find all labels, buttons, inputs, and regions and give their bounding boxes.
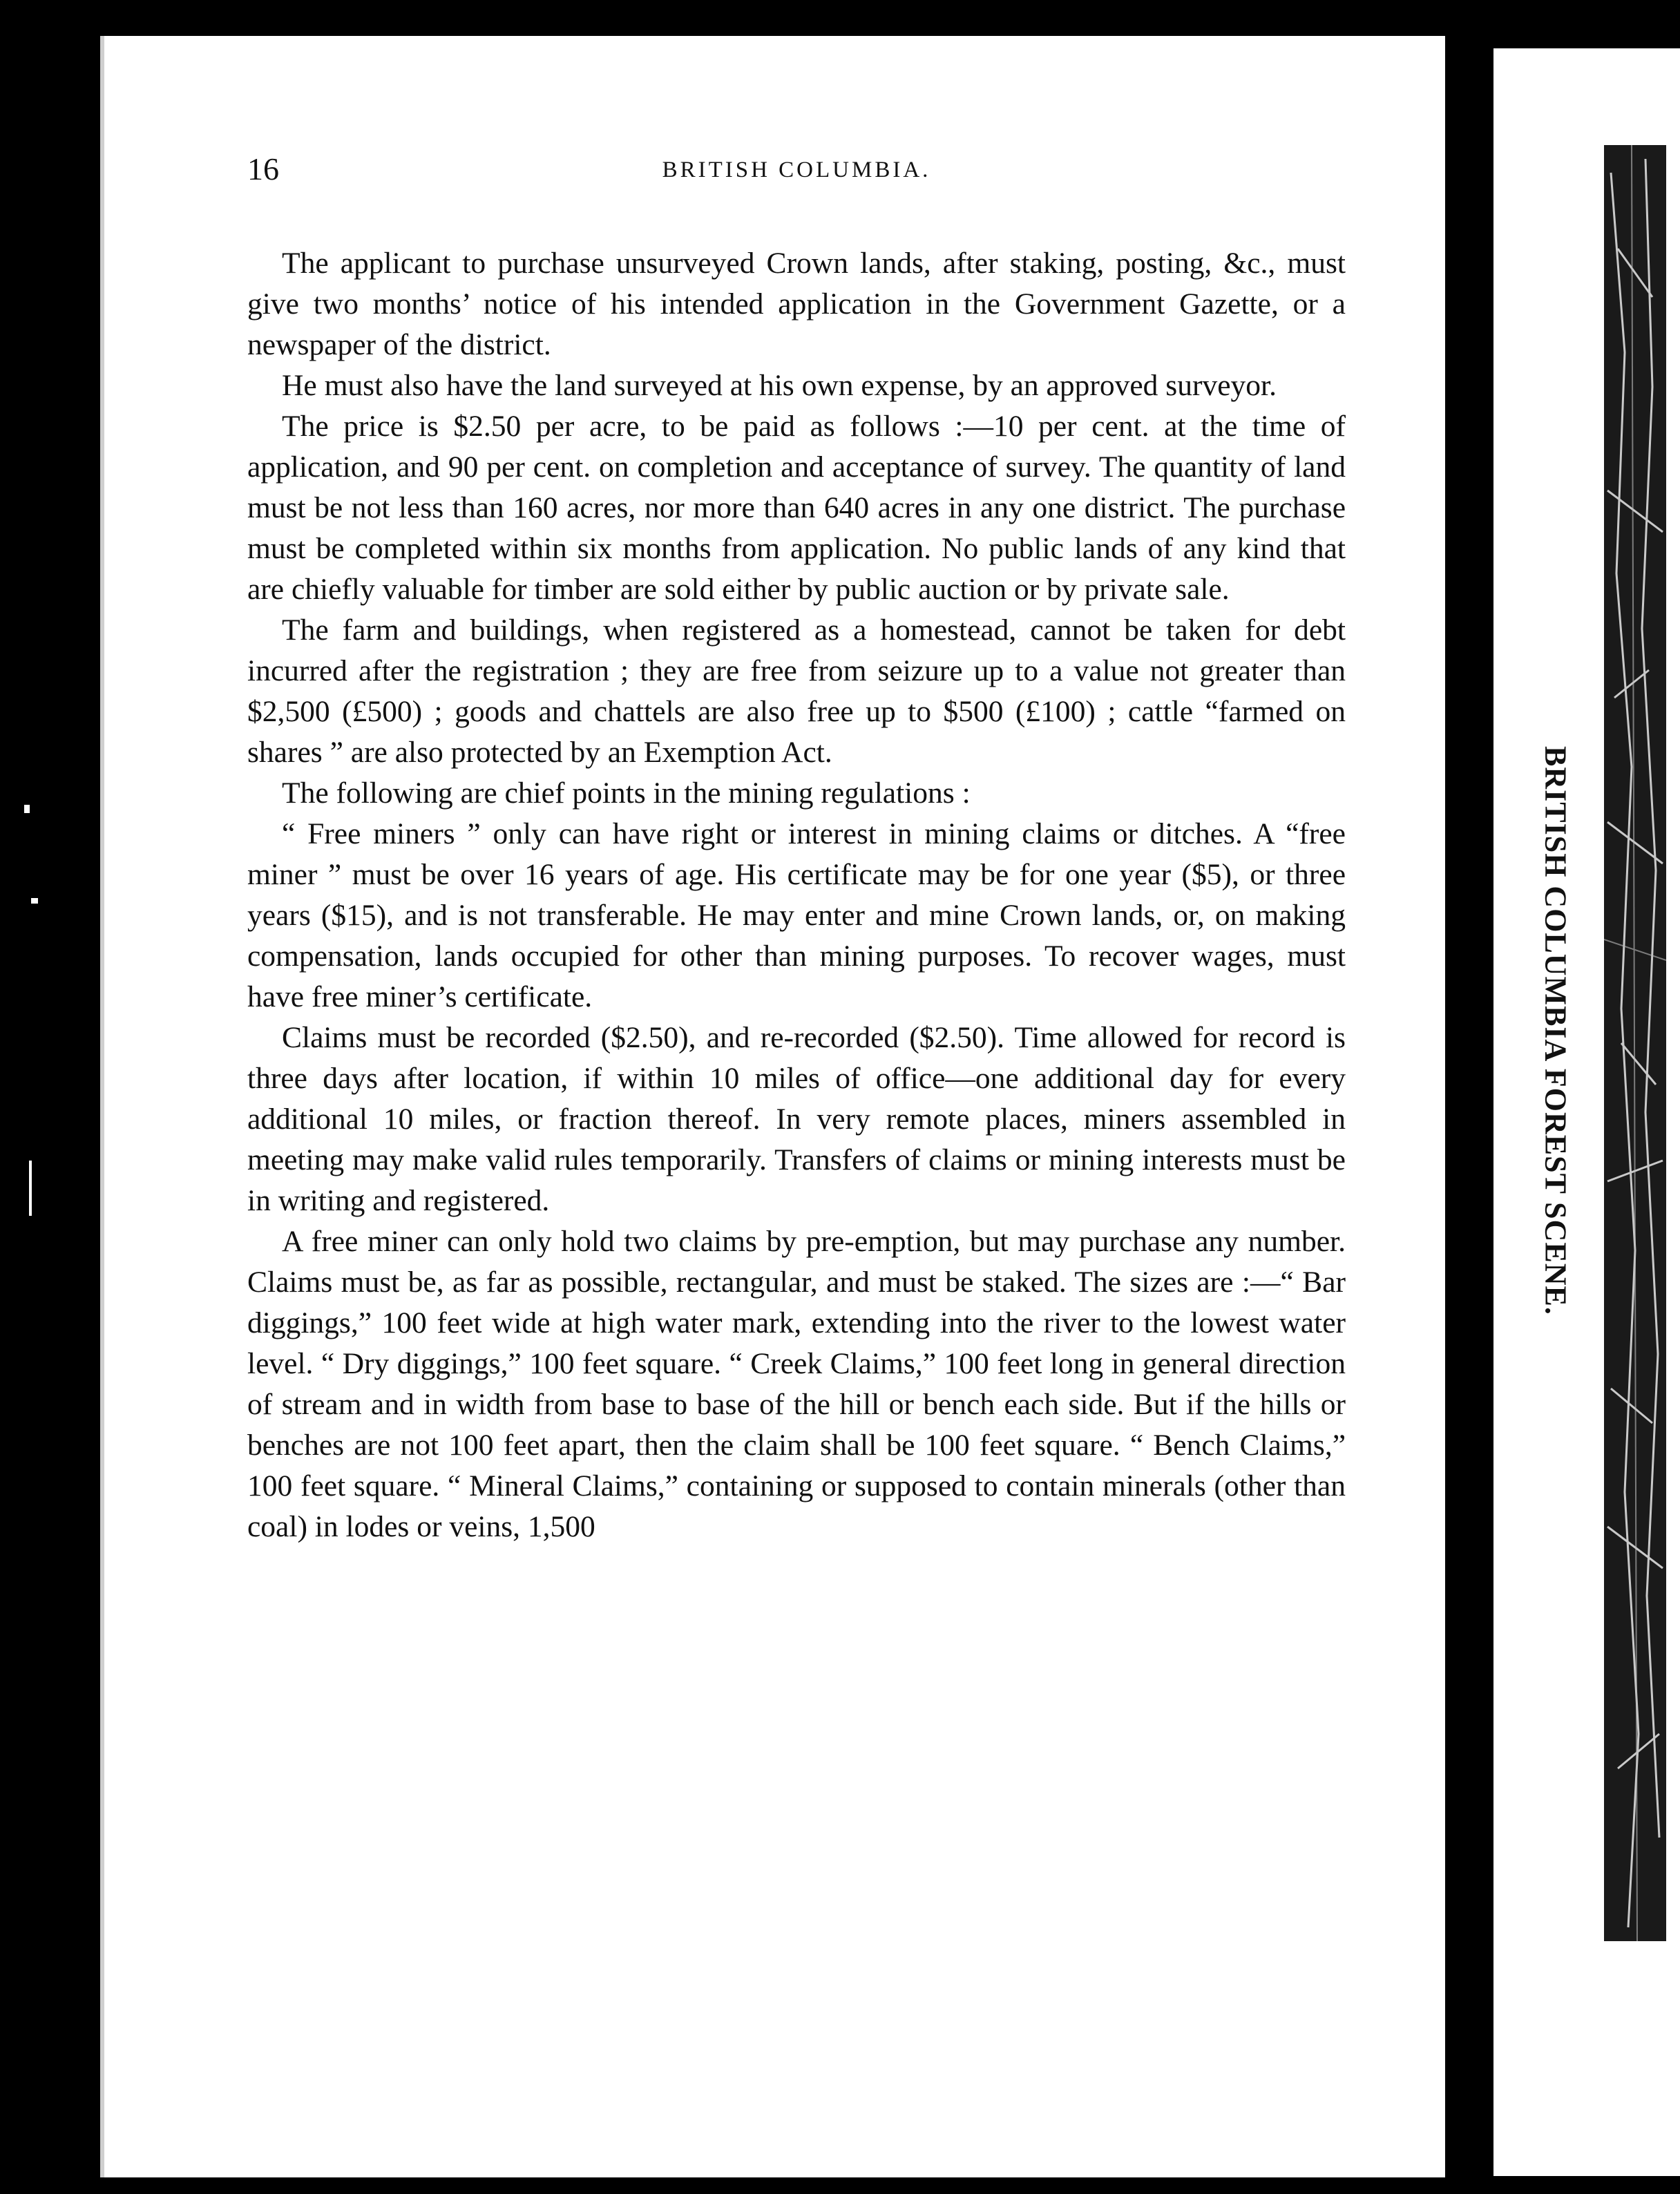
paragraph: He must also have the land surveyed at his own expense, by an approved surveyor.: [282, 369, 1277, 402]
paragraph: Claims must be recorded ($2.50), and re-recorded ($2.50). Time allowed for record is three days after location, if within 10 miles of office—one additional day for every additional 10 miles, or fraction thereof. In very remote places, miners assembled in meeting may make valid rules temporarily. Transfers of claims or mining interests must be in writing and registered.: [247, 1021, 1346, 1217]
page-header: [247, 151, 1346, 206]
plate-page: [1493, 48, 1680, 2176]
page-number: 16: [247, 151, 279, 187]
margin-speck: [31, 898, 38, 904]
paragraph: The following are chief points in the mining regulations :: [282, 776, 971, 810]
paragraph: The farm and buildings, when registered as a homestead, cannot be taken for debt incurred after the registration ; they are free from seizure up to a value not greater than $2,500 (£500) ; goods and chattels are also free up to $500 (£100) ; cattle “farmed on shares ” are also protected by an Exemption Act.: [247, 613, 1346, 769]
paragraph: A free miner can only hold two claims by pre-emption, but may purchase any number. Claims must be, as far as possible, rectangular, and must be staked. The sizes are :—“ Bar diggings,” 100 feet wide at high water mark, extending into the river to the lowest water level. “ Dry diggings,” 100 feet square. “ Creek Claims,” 100 feet long in general direction of stream and in width from base to base of the hill or bench each side. But if the hills or benches are not 100 feet apart, then the claim shall be 100 feet square. “ Bench Claims,” 100 feet square. “ Mineral Claims,” containing or supposed to contain minerals (other than coal) in lodes or veins, 1,500: [247, 1225, 1346, 1543]
margin-speck: [24, 805, 30, 813]
plate-caption-text: BRITISH COLUMBIA FOREST SCENE.: [1538, 746, 1573, 1315]
page-edge: [100, 36, 104, 2177]
margin-speck: [29, 1161, 32, 1216]
forest-scene-illustration: [1604, 145, 1666, 1941]
forest-engraving-icon: [1604, 145, 1666, 1941]
paragraph: The price is $2.50 per acre, to be paid as follows :—10 per cent. at the time of application, and 90 per cent. on completion and acceptance of survey. The quantity of land must be not less than 160 acres, nor more than 640 acres in any one district. The purchase must be completed within six months from application. No public lands of any kind that are chiefly valuable for timber are sold either by public auction or by private sale.: [247, 410, 1346, 606]
running-head: BRITISH COLUMBIA.: [662, 158, 931, 182]
paragraph: “ Free miners ” only can have right or interest in mining claims or ditches. A “free miner ” must be over 16 years of age. His certificate may be for one year ($5), or three years ($15), and is not transferable. He may enter and mine Crown lands, or, on making compensation, lands occupied for other than mining purposes. To recover wages, must have free miner’s certificate.: [247, 817, 1346, 1013]
plate-caption: [1531, 746, 1580, 1395]
paragraph: The applicant to purchase unsurveyed Crown lands, after staking, posting, &c., must give two months’ notice of his intended application in the Government Gazette, or a newspaper of the district.: [247, 247, 1346, 361]
body-text: [247, 243, 1346, 1547]
